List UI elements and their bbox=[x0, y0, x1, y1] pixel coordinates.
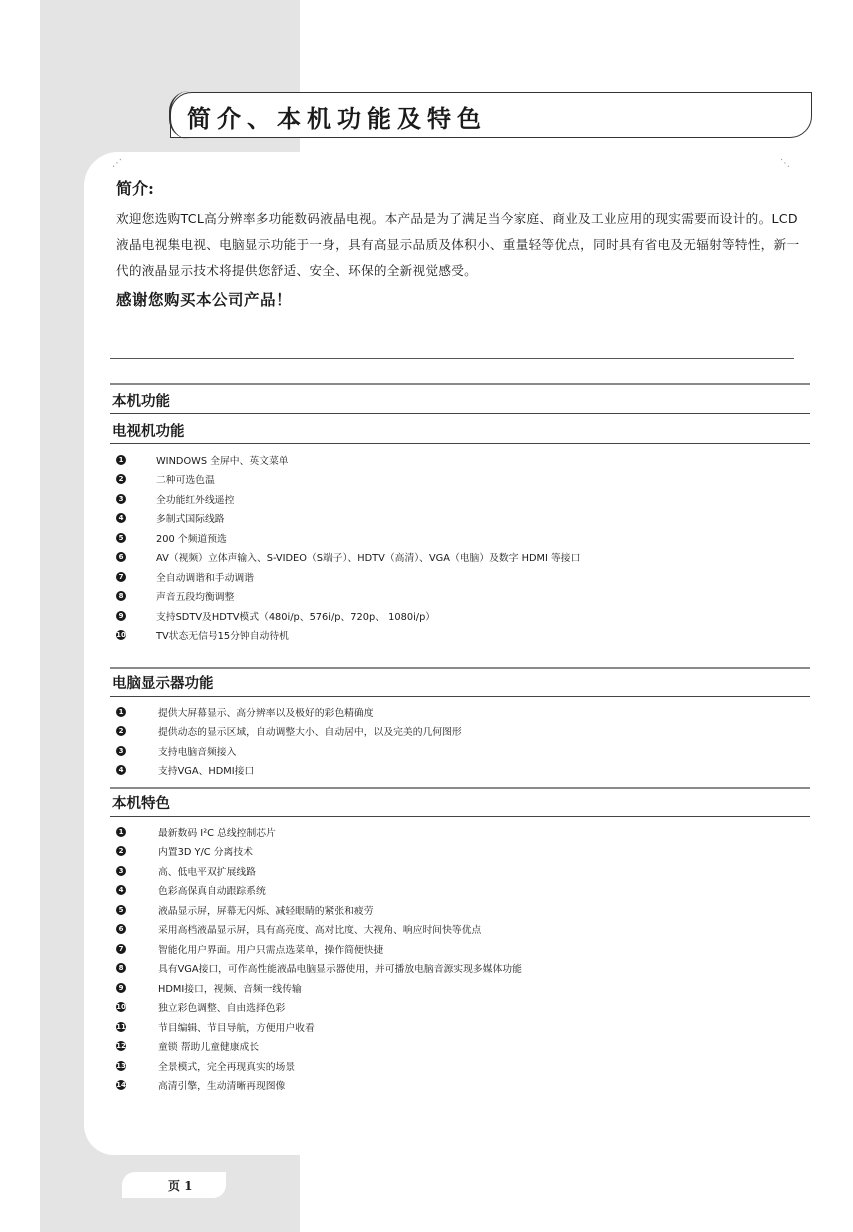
number-badge-icon: 12 bbox=[116, 1042, 126, 1051]
list-item bbox=[116, 1076, 806, 1096]
list-item-text: 支持VGA、HDMI接口 bbox=[158, 766, 255, 778]
list-item bbox=[116, 900, 806, 920]
number-badge-icon: 6 bbox=[116, 552, 126, 562]
list-item-text: TV状态无信号15分钟自动待机 bbox=[156, 631, 289, 643]
list-item-text: 支持SDTV及HDTV模式（480i/p、576i/p、720p、 1080i/p） bbox=[156, 611, 436, 623]
page-title: 简介、本机功能及特色 bbox=[187, 104, 487, 133]
number-badge-icon: 8 bbox=[116, 591, 126, 601]
functions-rule bbox=[110, 413, 810, 414]
number-badge-icon: 10 bbox=[116, 631, 126, 640]
list-item-text: 色彩高保真自动跟踪系统 bbox=[158, 886, 266, 898]
number-badge-icon: 4 bbox=[116, 513, 126, 523]
list-item-text: 全功能红外线遥控 bbox=[156, 494, 235, 506]
number-badge-icon: 4 bbox=[116, 885, 126, 895]
list-item-text: 支持电脑音频接入 bbox=[158, 746, 237, 758]
pc-functions-rule bbox=[110, 696, 810, 697]
number-badge-icon: 4 bbox=[116, 765, 126, 775]
list-item bbox=[116, 920, 806, 940]
number-badge-icon: 7 bbox=[116, 944, 126, 954]
page-number: 页 1 bbox=[168, 1179, 193, 1193]
list-item bbox=[116, 548, 806, 568]
number-badge-icon: 3 bbox=[116, 494, 126, 504]
corner-dots-tl: ⋰ bbox=[112, 158, 122, 169]
tv-functions-list bbox=[116, 450, 806, 645]
intro-section bbox=[116, 176, 806, 310]
list-item-text: 高、低电平双扩展线路 bbox=[158, 866, 256, 878]
list-item-text: 童锁 帮助儿童健康成长 bbox=[158, 1042, 260, 1054]
number-badge-icon: 1 bbox=[116, 455, 126, 465]
number-badge-icon: 2 bbox=[116, 846, 126, 856]
list-item bbox=[116, 959, 806, 979]
functions-heading: 本机功能 bbox=[112, 394, 170, 410]
page-number-tab bbox=[122, 1172, 226, 1198]
list-item-text: 具有VGA接口，可作高性能液晶电脑显示器使用，并可播放电脑音源实现多媒体功能 bbox=[158, 964, 522, 976]
number-badge-icon: 9 bbox=[116, 983, 126, 993]
list-item bbox=[116, 998, 806, 1018]
list-item bbox=[116, 978, 806, 998]
list-item-text: 内置3D Y/C 分离技术 bbox=[158, 847, 253, 859]
list-item bbox=[116, 567, 806, 587]
list-item bbox=[116, 509, 806, 529]
list-item bbox=[116, 1017, 806, 1037]
list-item bbox=[116, 470, 806, 490]
list-item-text: 声音五段均衡调整 bbox=[156, 592, 235, 604]
list-item-text: 多制式国际线路 bbox=[156, 514, 225, 526]
list-item bbox=[116, 528, 806, 548]
number-badge-icon: 5 bbox=[116, 533, 126, 543]
list-item bbox=[116, 1056, 806, 1076]
list-item-text: 200 个频道预选 bbox=[156, 533, 227, 545]
list-item bbox=[116, 1037, 806, 1057]
list-item-text: 提供大屏幕显示、高分辨率以及极好的彩色精确度 bbox=[158, 707, 374, 719]
list-item-text: 采用高档液晶显示屏，具有高亮度、高对比度、大视角、响应时间快等优点 bbox=[158, 925, 482, 937]
list-item bbox=[116, 881, 806, 901]
features-heading: 本机特色 bbox=[112, 796, 170, 812]
tv-functions-rule bbox=[110, 443, 810, 444]
list-item bbox=[116, 842, 806, 862]
list-item bbox=[116, 861, 806, 881]
pc-functions-top-rule bbox=[110, 667, 810, 669]
intro-body: 欢迎您选购TCL高分辨率多功能数码液晶电视。本产品是为了满足当今家庭、商业及工业应用的现实需要而设计的。LCD液晶电视集电视、电脑显示功能于一身，具有高显示品质及体积小、重量轻等优点，同时具有省电及无辐射等特性，新一代的液晶显示技术将提供您舒适、安全、环保的全新视觉感受。 bbox=[116, 211, 800, 278]
list-item-text: 二种可选色温 bbox=[156, 475, 215, 487]
number-badge-icon: 11 bbox=[116, 1022, 126, 1031]
list-item-text: 全自动调谐和手动调谐 bbox=[156, 572, 254, 584]
list-item bbox=[116, 722, 806, 742]
number-badge-icon: 9 bbox=[116, 611, 126, 621]
number-badge-icon: 2 bbox=[116, 726, 126, 736]
list-item-text: WINDOWS 全屏中、英文菜单 bbox=[156, 455, 289, 467]
number-badge-icon: 3 bbox=[116, 866, 126, 876]
number-badge-icon: 14 bbox=[116, 1081, 126, 1090]
list-item bbox=[116, 450, 806, 470]
number-badge-icon: 8 bbox=[116, 963, 126, 973]
list-item bbox=[116, 939, 806, 959]
number-badge-icon: 3 bbox=[116, 746, 126, 756]
intro-thanks: 感谢您购买本公司产品！ bbox=[116, 291, 293, 309]
number-badge-icon: 2 bbox=[116, 474, 126, 484]
pc-functions-heading: 电脑显示器功能 bbox=[112, 676, 214, 692]
list-item bbox=[116, 489, 806, 509]
tv-functions-heading: 电视机功能 bbox=[112, 424, 185, 440]
number-badge-icon: 1 bbox=[116, 707, 126, 717]
list-item-text: 独立彩色调整、自由选择色彩 bbox=[158, 1003, 286, 1015]
number-badge-icon: 6 bbox=[116, 924, 126, 934]
title-banner bbox=[170, 92, 812, 138]
number-badge-icon: 7 bbox=[116, 572, 126, 582]
corner-dots-tr: ⋱ bbox=[780, 158, 790, 169]
list-item bbox=[116, 626, 806, 646]
list-item-text: 最新数码 I²C 总线控制芯片 bbox=[158, 827, 276, 839]
number-badge-icon: 5 bbox=[116, 905, 126, 915]
list-item-text: 节目编辑、节目导航，方便用户收看 bbox=[158, 1022, 315, 1034]
list-item-text: AV（视频）立体声输入、S-VIDEO（S端子）、HDTV（高清）、VGA（电脑）及数字 HDMI 等接口 bbox=[156, 553, 581, 565]
list-item bbox=[116, 822, 806, 842]
list-item-text: 提供动态的显示区域，自动调整大小、自动居中，以及完美的几何图形 bbox=[158, 727, 462, 739]
features-list bbox=[116, 822, 806, 1095]
functions-top-rule bbox=[110, 383, 810, 385]
list-item bbox=[116, 761, 806, 781]
list-item bbox=[116, 702, 806, 722]
number-badge-icon: 1 bbox=[116, 827, 126, 837]
list-item-text: HDMI接口，视频、音频一线传输 bbox=[158, 983, 302, 995]
list-item-text: 高清引擎，生动清晰再现图像 bbox=[158, 1081, 286, 1093]
list-item-text: 液晶显示屏，屏幕无闪烁、减轻眼睛的紧张和疲劳 bbox=[158, 905, 374, 917]
features-top-rule bbox=[110, 787, 810, 789]
pc-functions-list bbox=[116, 702, 806, 780]
list-item bbox=[116, 606, 806, 626]
list-item bbox=[116, 587, 806, 607]
number-badge-icon: 10 bbox=[116, 1003, 126, 1012]
list-item-text: 智能化用户界面。用户只需点选菜单，操作简便快捷 bbox=[158, 944, 384, 956]
intro-heading: 简介: bbox=[116, 179, 154, 198]
list-item-text: 全景模式，完全再现真实的场景 bbox=[158, 1061, 296, 1073]
list-item bbox=[116, 741, 806, 761]
intro-divider bbox=[110, 358, 794, 359]
number-badge-icon: 13 bbox=[116, 1061, 126, 1070]
features-rule bbox=[110, 816, 810, 817]
